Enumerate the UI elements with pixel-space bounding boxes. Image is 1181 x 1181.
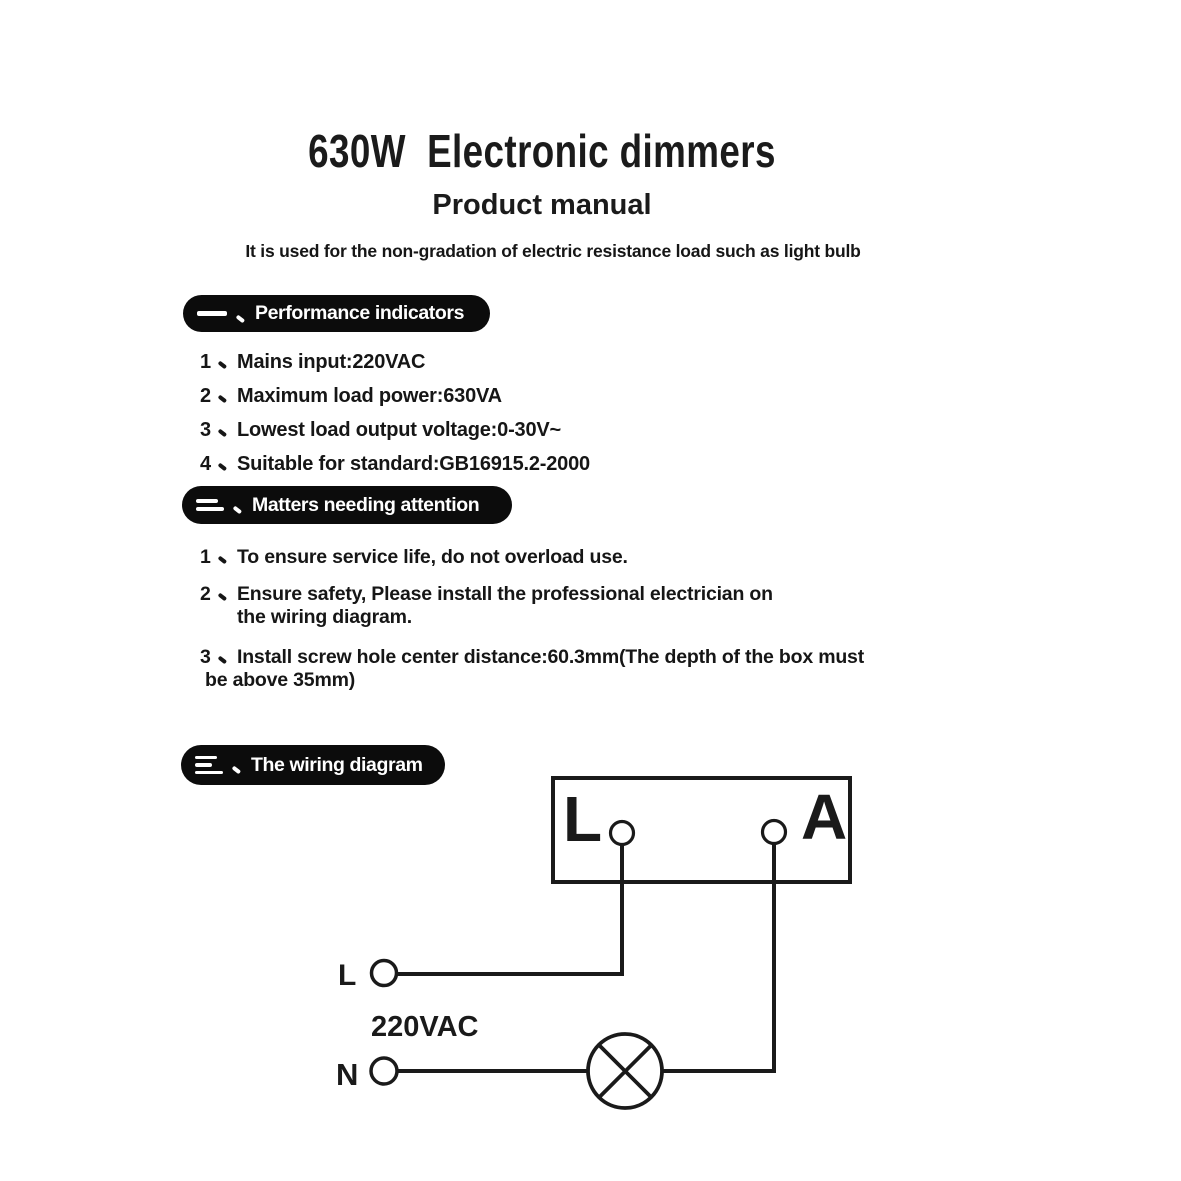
item-text: Suitable for standard:GB16915.2-2000 bbox=[237, 453, 590, 475]
performance-item-1 bbox=[200, 351, 425, 374]
attention-item-1 bbox=[200, 546, 628, 569]
document-tagline: It is used for the non-gradation of electric resistance load such as light bulb bbox=[245, 241, 861, 261]
enumeration-comma-icon bbox=[217, 590, 228, 604]
item-text: Ensure safety, Please install the professional electrician on bbox=[237, 583, 773, 605]
item-number: 1 bbox=[200, 546, 211, 568]
supply-live-label: L bbox=[338, 959, 357, 992]
item-text: Lowest load output voltage:0-30V~ bbox=[237, 419, 561, 441]
dimmer-terminal-l-node bbox=[611, 822, 634, 845]
attention-item-3 bbox=[200, 646, 864, 692]
wire-live-to-dimmer bbox=[397, 845, 622, 974]
item-text: To ensure service life, do not overload use. bbox=[237, 546, 628, 568]
section-marker-three-icon bbox=[195, 756, 223, 775]
wiring-diagram bbox=[300, 760, 900, 1160]
item-number: 4 bbox=[200, 453, 211, 475]
performance-item-4 bbox=[200, 453, 590, 476]
item-number: 2 bbox=[200, 385, 211, 407]
document-subtitle: Product manual bbox=[432, 189, 652, 221]
item-text-line2: be above 35mm) bbox=[205, 669, 356, 691]
dimmer-terminal-l-label: L bbox=[563, 783, 603, 855]
section-heading-attention bbox=[182, 486, 512, 524]
section-marker-two-icon bbox=[196, 499, 224, 511]
item-number: 3 bbox=[200, 419, 211, 441]
attention-item-2 bbox=[200, 583, 773, 629]
enumeration-comma-icon bbox=[231, 763, 242, 777]
dimmer-terminal-a-node bbox=[763, 821, 786, 844]
item-text-line2: the wiring diagram. bbox=[237, 606, 412, 628]
supply-neutral-label: N bbox=[336, 1057, 359, 1092]
item-text: Maximum load power:630VA bbox=[237, 385, 502, 407]
item-text: Install screw hole center distance:60.3mm(The depth of the box must bbox=[237, 646, 864, 668]
enumeration-comma-icon bbox=[217, 392, 228, 406]
supply-live-node bbox=[372, 961, 397, 986]
enumeration-comma-icon bbox=[235, 312, 246, 326]
document-title: 630W Electronic dimmers bbox=[308, 125, 776, 177]
section-heading-performance-label: Performance indicators bbox=[255, 302, 465, 324]
item-number: 3 bbox=[200, 646, 211, 668]
supply-neutral-node bbox=[371, 1058, 397, 1084]
enumeration-comma-icon bbox=[217, 653, 228, 667]
enumeration-comma-icon bbox=[232, 503, 243, 517]
supply-voltage-label: 220VAC bbox=[371, 1011, 479, 1043]
item-number: 2 bbox=[200, 583, 211, 605]
section-heading-attention-label: Matters needing attention bbox=[252, 493, 480, 516]
enumeration-comma-icon bbox=[217, 460, 228, 474]
section-heading-wiring-label: The wiring diagram bbox=[251, 753, 423, 776]
item-text: Mains input:220VAC bbox=[237, 351, 426, 373]
enumeration-comma-icon bbox=[217, 426, 228, 440]
item-number: 1 bbox=[200, 351, 211, 373]
section-marker-one-icon bbox=[197, 311, 227, 316]
section-heading-performance bbox=[183, 295, 490, 332]
dimmer-terminal-a-label: A bbox=[801, 781, 848, 853]
performance-item-3 bbox=[200, 419, 561, 442]
enumeration-comma-icon bbox=[217, 358, 228, 372]
performance-item-2 bbox=[200, 385, 502, 408]
enumeration-comma-icon bbox=[217, 553, 228, 567]
wire-dimmer-to-lamp bbox=[662, 844, 774, 1071]
lamp-icon bbox=[588, 1034, 662, 1108]
